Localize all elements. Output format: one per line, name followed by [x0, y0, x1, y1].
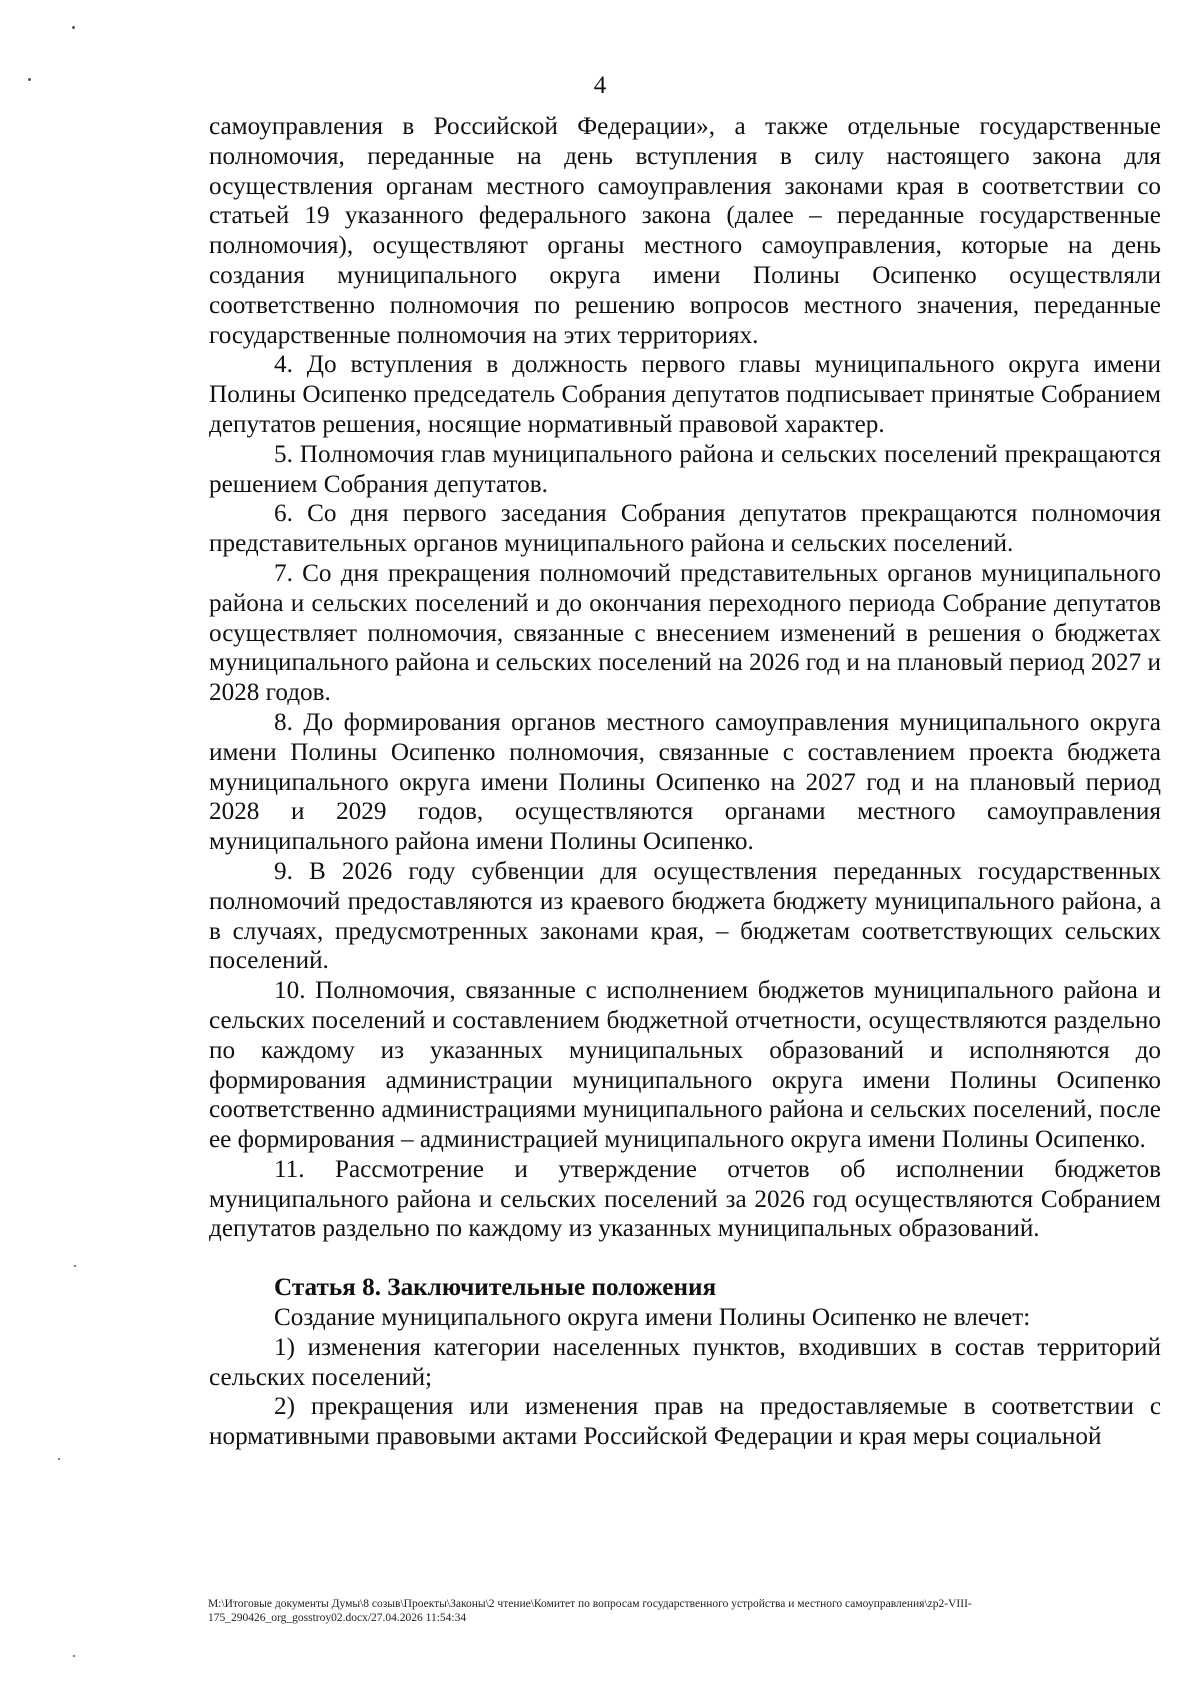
file-path-footer: M:\Итоговые документы Думы\8 созыв\Проекты\Законы\2 чтение\Комитет по вопросам государственного устройства и местного самоуправления\zp2-VIII-175_290426_org_gosstroy02.docx/27.04.2026 11:54:34	[208, 1598, 972, 1624]
paragraph: 2) прекращения или изменения прав на предоставляемые в соответствии с нормативными правовыми актами Российской Федерации и края меры социальной	[209, 1393, 1161, 1451]
paragraph: 5. Полномочия глав муниципального района и сельских поселений прекращаются решением Собрания депутатов.	[209, 440, 1161, 498]
article-paragraph-list	[209, 1303, 1161, 1452]
body-text	[209, 112, 1161, 1452]
paragraph: 9. В 2026 году субвенции для осуществления переданных государственных полномочий предоставляются из краевого бюджета бюджету муниципального района, а в случаях, предусмотренных законами края, – бюджетам соответствующих сельских поселений.	[209, 857, 1161, 975]
paragraph: Создание муниципального округа имени Полины Осипенко не влечет:	[274, 1304, 1031, 1332]
scan-speck	[74, 1265, 76, 1267]
paragraph: самоуправления в Российской Федерации», а также отдельные государственные полномочия, переданные на день вступления в силу настоящего закона для осуществления органам местного самоуправления законами края в соответствии со статьей 19 указанного федерального закона (далее – переданные государственные полномочия), осуществляют органы местного самоуправления, которые на день создания муниципального округа имени Полины Осипенко осуществляли соответственно полномочия по решению вопросов местного значения, переданные государственные полномочия на этих территориях.	[209, 113, 1161, 349]
section-spacer	[209, 1244, 1161, 1273]
article-heading: Статья 8. Заключительные положения	[274, 1274, 717, 1302]
page-number: 4	[593, 72, 607, 99]
paragraph: 11. Рассмотрение и утверждение отчетов об исполнении бюджетов муниципального района и сельских поселений за 2026 год осуществляются Собранием депутатов раздельно по каждому из указанных муниципальных образований.	[209, 1155, 1161, 1243]
paragraph: 8. До формирования органов местного самоуправления муниципального округа имени Полины Осипенко полномочия, связанные с составлением проекта бюджета муниципального округа имени Полины Осипенко на 2027 год и на плановый период 2028 и 2029 годов, осуществляются органами местного самоуправления муниципального района имени Полины Осипенко.	[209, 708, 1161, 856]
scan-speck	[72, 26, 75, 29]
scan-speck	[58, 1458, 60, 1460]
scan-speck	[73, 1655, 75, 1657]
paragraph: 7. Со дня прекращения полномочий представительных органов муниципального района и сельских поселений и до окончания переходного периода Собрание депутатов осуществляет полномочия, связанные с внесением изменений в решения о бюджетах муниципального района и сельских поселений на 2026 год и на плановый период 2027 и 2028 годов.	[209, 559, 1161, 707]
paragraph: 1) изменения категории населенных пунктов, входивших в состав территорий сельских поселений;	[209, 1333, 1161, 1391]
paragraph: 10. Полномочия, связанные с исполнением бюджетов муниципального района и сельских поселений и составлением бюджетной отчетности, осуществляются раздельно по каждому из указанных муниципальных образований и исполняются до формирования администрации муниципального округа имени Полины Осипенко соответственно администрациями муниципального района и сельских поселений, после ее формирования – администрацией муниципального округа имени Полины Осипенко.	[209, 977, 1161, 1154]
paragraph: 6. Со дня первого заседания Собрания депутатов прекращаются полномочия представительных органов муниципального района и сельских поселений.	[209, 500, 1161, 558]
paragraph: 4. До вступления в должность первого главы муниципального округа имени Полины Осипенко председатель Собрания депутатов подписывает принятые Собранием депутатов решения, носящие нормативный правовой характер.	[209, 351, 1161, 438]
paragraph-list	[209, 112, 1161, 1244]
